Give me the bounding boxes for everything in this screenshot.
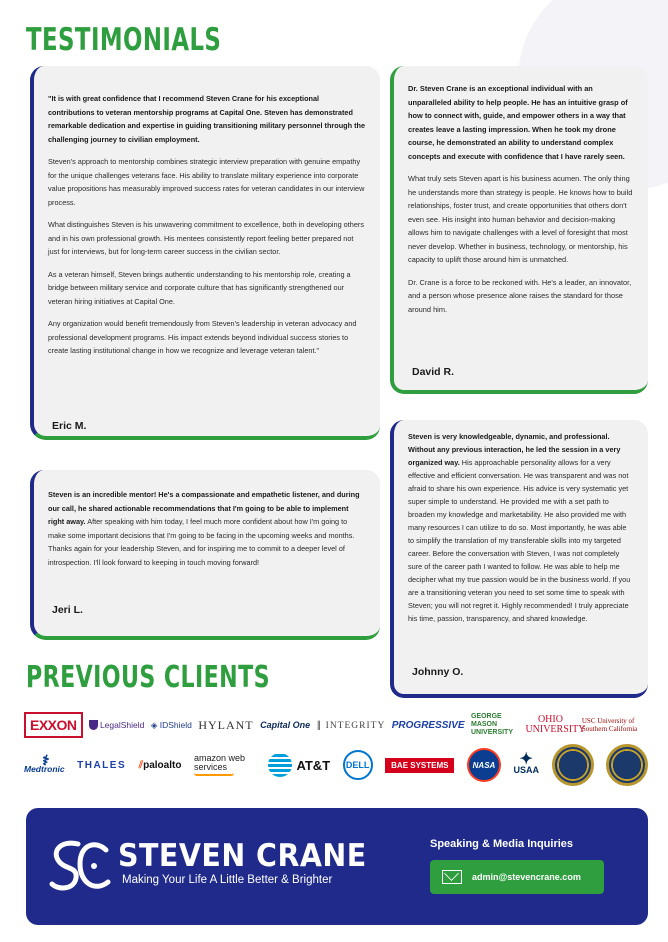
paloalto-icon: ⫽ <box>138 759 144 771</box>
brand-tagline: Making Your Life A Little Better & Brighter <box>122 874 333 886</box>
testimonial-card-eric <box>30 66 380 440</box>
testimonial-author: Johnny O. <box>412 666 464 678</box>
dell-logo: DELL <box>343 750 373 780</box>
mail-icon <box>442 870 462 884</box>
email-contact-button[interactable] <box>430 860 604 894</box>
testimonial-paragraph: "It is with great confidence that I recommend Steven Crane for his exceptional contributions to veteran mentorship programs at Capital One. Steven has demonstrated remarkable dedication and expertise in guiding transitioning military personnel through the challenging journey to civilian employment. <box>48 94 366 144</box>
testimonial-paragraph: Any organization would benefit tremendously from Steven's leadership in veteran advocacy and professional development programs. His impact extends beyond individual success stories to create lasting institutional change in how we recognize and leverage veteran talent." <box>48 319 357 355</box>
bae-systems-logo: BAE SYSTEMS <box>385 758 454 773</box>
client-logos-row-2 <box>24 744 648 786</box>
medtronic-logo: ⚕ Medtronic <box>24 752 65 774</box>
testimonial-paragraph: Dr. Crane is a force to be reckoned with. He's a leader, an innovator, and a person whose presence alone raises the standard for those around him. <box>408 277 632 314</box>
footer-banner <box>26 808 648 925</box>
testimonial-paragraph: What truly sets Steven apart is his business acumen. The only thing he understands more than strategy is people. He knows how to build relationships, foster trust, and create opportunities that others don't even see. His insight into human behavior and decision-making allows him to navigate challenges with a level of foresight that most never develop. Whether in business, technology, or mentorship, his capacity to uplift those around him is unmatched. <box>408 174 633 264</box>
george-mason-logo: GEORGE MASON UNIVERSITY <box>471 713 514 736</box>
client-logos-row-1 <box>24 708 648 742</box>
att-logo: AT&T <box>268 753 330 777</box>
brand-name: STEVEN CRANE <box>118 838 367 874</box>
hylant-logo: HYLANT <box>198 717 254 732</box>
thales-logo: THALES <box>77 759 127 771</box>
paloalto-logo: ⫽paloalto <box>138 759 182 771</box>
dod-seal-logo <box>552 744 594 786</box>
testimonials-heading: TESTIMONIALS <box>26 22 222 58</box>
testimonial-card-johnny <box>390 420 648 698</box>
shield-icon <box>89 720 98 730</box>
eagle-icon: ✦ <box>519 751 533 768</box>
previous-clients-heading: PREVIOUS CLIENTS <box>26 660 270 695</box>
att-globe-icon <box>268 753 292 777</box>
testimonial-paragraph: Steven's approach to mentorship combines strategic interview preparation with genuine empathy for the unique challenges veterans face. His ability to translate military experience into corporate value propositions has measurably improved success rates for veteran candidates in our interview process. <box>48 157 365 207</box>
testimonial-paragraph: Steven is very knowledgeable, dynamic, and professional. Without any previous interaction, he led the session in a very organized way. His approachable personality allows for a very effective and efficient conversation. He was transparent and was not afraid to share his own experience. His advice is very systematic yet super simple to understand. He provided me with a set path to broaden my knowledge and marketability. He also provided me with many resources I can utilize to do so. Most importantly, he was able to simplify the translation of my transferable skills into my targeted career. Before the conversation with Steven, I was not completely sure of the career path I wanted to follow. He was able to help me decipher what my true passion would be in the business world. If you are a transitioning veteran you need to set some time to speak with Steven; you will not regret it. Highly recommended! I truly appreciate his time, passion, transparency, and shared knowledge. <box>408 432 631 623</box>
email-address[interactable]: admin@stevencrane.com <box>472 872 581 882</box>
testimonial-paragraph: Steven is an incredible mentor! He's a compassionate and empathetic listener, and during our call, he shared actionable recommendations that I'm going to be able to implement right away. After speaking with him today, I feel much more confident about how I'm going to make some important decisions that I'm going to be facing in the upcoming weeks and months. Thanks again for your leadership Steven, and for inspiring me to commit to a deeper level of introspection. I'll look forward to keeping in touch moving forward! <box>48 490 360 567</box>
capital-one-logo: Capital One <box>260 720 311 730</box>
ohio-university-logo: OHIO UNIVERSITY <box>525 714 586 735</box>
integrity-logo: ∥ INTEGRITY <box>316 720 386 731</box>
legalshield-logo: LegalShield <box>89 720 144 731</box>
nasa-logo: NASA <box>467 748 501 782</box>
aws-logo: amazon web services <box>194 754 256 776</box>
usaa-logo: ✦ USAA <box>513 751 539 775</box>
testimonial-card-david <box>390 66 648 394</box>
testimonial-paragraph: Dr. Steven Crane is an exceptional individual with an unparalleled ability to help people. He has an intuitive grasp of how to connect with, guide, and empower others in a way that creates leave a lasting impression. When he took my drone course, he demonstrated an ability to understand complex concepts and execute with confidence that I have rarely seen. <box>408 84 628 161</box>
idshield-logo: ◈ IDShield <box>150 719 192 730</box>
doj-seal-logo <box>606 744 648 786</box>
testimonial-paragraph: What distinguishes Steven is his unwavering commitment to excellence, both in developing others and in his own professional growth. His mentees consistently report feeling better prepared not just for interviews, but for long-term career success in the civilian sector. <box>48 220 364 256</box>
progressive-logo: PROGRESSIVE <box>391 719 465 731</box>
usc-logo: USC University of Southern California <box>581 717 638 733</box>
testimonial-card-jeri <box>30 470 380 640</box>
inquiries-heading: Speaking & Media Inquiries <box>430 838 574 850</box>
exxon-logo: EXXON <box>24 712 83 738</box>
testimonial-paragraph: As a veteran himself, Steven brings authentic understanding to his mentorship role, creating a bridge between military service and corporate culture that has significantly strengthened our veteran hiring initiatives at Capital One. <box>48 269 351 306</box>
testimonial-author: Eric M. <box>52 420 87 432</box>
brand-logo-icon <box>48 836 112 896</box>
medtronic-icon: ⚕ <box>40 752 49 768</box>
testimonial-author: David R. <box>412 366 455 378</box>
testimonial-author: Jeri L. <box>52 604 83 616</box>
